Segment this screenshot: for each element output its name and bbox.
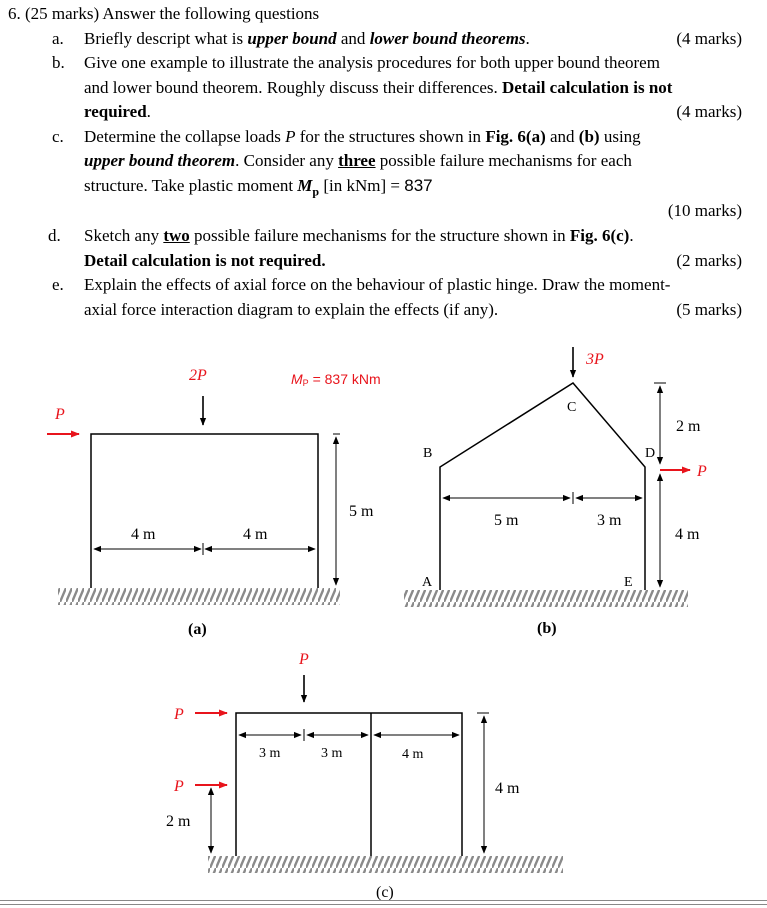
item-c-line3: structure. Take plastic moment $M_p$ [in kNm] = 837 <box>84 176 433 199</box>
item-a-marks: (4 marks) <box>676 29 742 48</box>
item-b-line1: Give one example to illustrate the analysis procedures for both upper bound theorem <box>84 53 660 72</box>
fig-c-load-left-top-label: P <box>174 706 184 723</box>
fig-b-dim-left-label: 5 m <box>494 512 519 529</box>
fig-b-node-b: B <box>423 446 433 461</box>
question-header: 6. (25 marks) Answer the following questions <box>8 4 320 23</box>
figure-c <box>166 651 563 901</box>
item-c-line2: upper bound theorem. Consider any three possible failure mechanisms for each <box>84 151 632 170</box>
fig-b-node-d: D <box>645 446 656 461</box>
fig-c-frame <box>236 713 462 856</box>
item-e-marks: (5 marks) <box>676 300 742 319</box>
item-d-line2: Detail calculation is not required. <box>84 251 326 270</box>
fig-c-dim-1-label: 3 m <box>259 746 281 761</box>
fig-a-dim-height-label: 5 m <box>349 503 374 520</box>
fig-b-caption: (b) <box>537 620 557 637</box>
item-a-text: Briefly descript what is upper bound and lower bound theorems. <box>84 29 530 48</box>
item-d-line1: Sketch any two possible failure mechanisms for the structure shown in Fig. 6(c). <box>84 226 634 245</box>
item-b-line3: required. <box>84 102 151 121</box>
item-c-marks: (10 marks) <box>667 201 742 220</box>
fig-b-dim-bottom-label: 4 m <box>675 526 700 543</box>
item-e-line1: Explain the effects of axial force on the behaviour of plastic hinge. Draw the moment- <box>84 275 671 294</box>
item-b-letter: b. <box>52 53 65 72</box>
fig-c-dim-left-label: 2 m <box>166 813 191 830</box>
item-c-line1: Determine the collapse loads P for the structures shown in Fig. 6(a) and (b) using <box>84 127 641 146</box>
fig-c-dim-2-label: 3 m <box>321 746 343 761</box>
fig-b-dim-top-label: 2 m <box>676 418 701 435</box>
item-d-letter: d. <box>48 226 61 245</box>
page-bottom-rule <box>0 900 767 905</box>
item-e-line2: axial force interaction diagram to explain the effects (if any). <box>84 300 499 319</box>
plastic-moment-value: 837 <box>404 176 433 195</box>
fig-c-dim-3-label: 4 m <box>402 747 424 762</box>
fig-c-caption: (c) <box>376 884 394 901</box>
item-b-marks: (4 marks) <box>676 102 742 121</box>
fig-b-load-right-label: P <box>697 463 707 480</box>
fig-b-dim-right-label: 3 m <box>597 512 622 529</box>
fig-b-frame <box>440 383 645 590</box>
fig-c-ground <box>208 856 563 873</box>
figure-a <box>47 367 381 638</box>
fig-b-node-e: E <box>624 575 633 590</box>
item-e-letter: e. <box>52 275 64 294</box>
fig-a-mp-label: MP = 837 kNm <box>291 371 381 388</box>
fig-c-load-left-mid-label: P <box>174 778 184 795</box>
fig-a-dim-right-label: 4 m <box>243 526 268 543</box>
fig-c-dim-height-label: 4 m <box>495 780 520 797</box>
fig-a-dim-left-label: 4 m <box>131 526 156 543</box>
fig-a-load-top-label: 2P <box>189 367 207 384</box>
figure-b <box>404 347 707 637</box>
item-b-line2: and lower bound theorem. Roughly discuss their differences. Detail calculation is not <box>84 78 673 97</box>
fig-b-node-a: A <box>422 575 433 590</box>
fig-b-node-c: C <box>567 400 577 415</box>
fig-a-caption: (a) <box>188 621 207 638</box>
fig-a-frame <box>91 434 318 588</box>
fig-a-load-left-label: P <box>55 406 65 423</box>
item-d-marks: (2 marks) <box>676 251 742 270</box>
fig-b-load-apex-label: 3P <box>586 351 604 368</box>
fig-c-load-top-label: P <box>299 651 309 668</box>
fig-b-ground <box>404 590 688 607</box>
fig-a-ground <box>58 588 340 605</box>
item-c-letter: c. <box>52 127 64 146</box>
item-a-letter: a. <box>52 29 64 48</box>
